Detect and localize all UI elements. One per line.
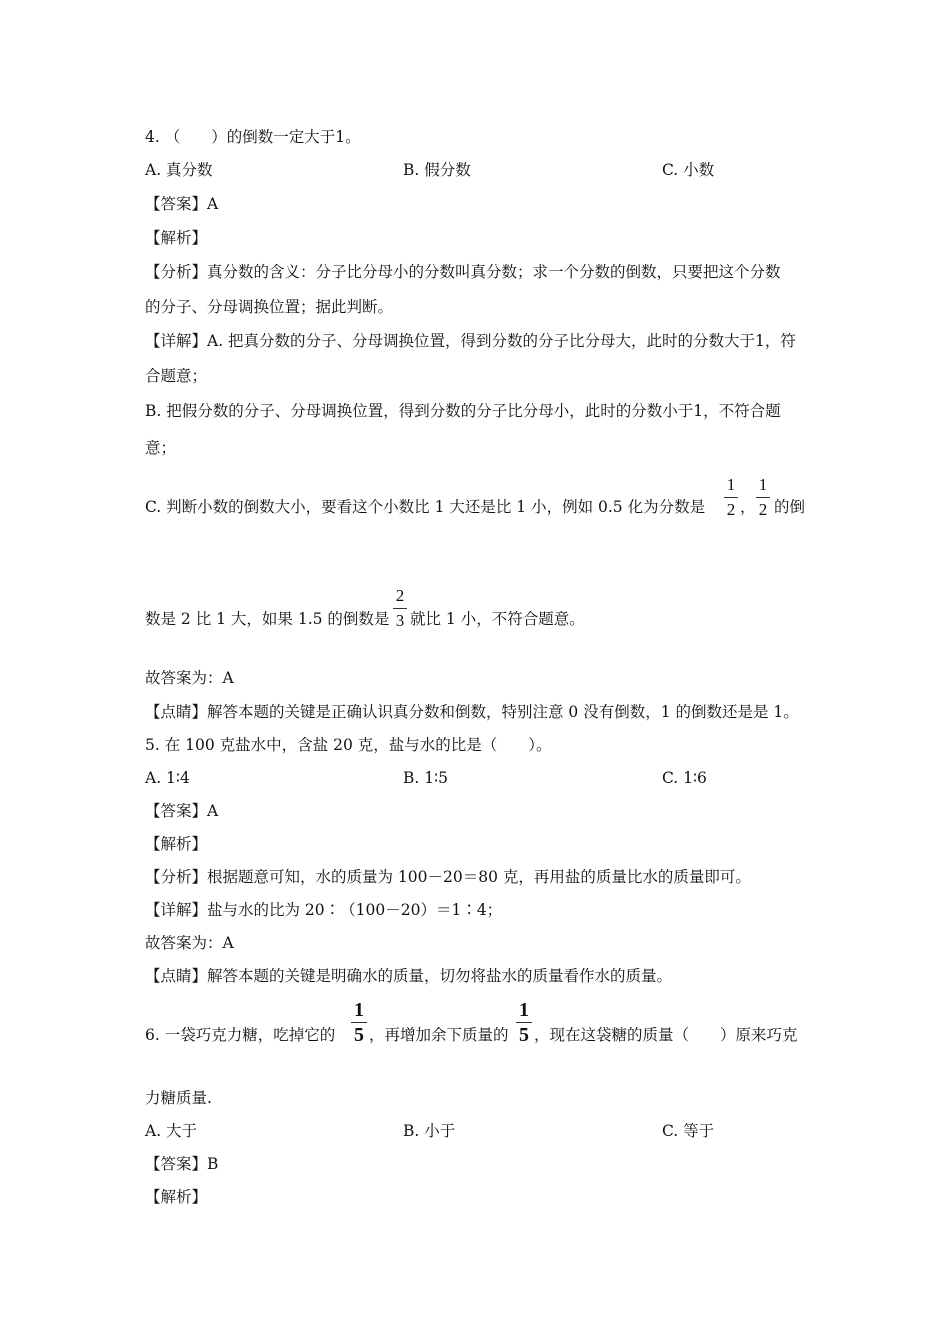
q6-stem-part-c: ，现在这袋糖的质量（ ）原来巧克 [534,1026,798,1044]
fraction-numerator: 1 [519,999,529,1021]
fraction-denominator: 5 [354,1024,364,1046]
q4-xiangjie-line-1: 【详解】A. 把真分数的分子、分母调换位置，得到分数的分子比分母大，此时的分数大于1，符 [145,332,796,350]
fraction-bar [516,1022,532,1023]
fraction-one-fifth-second [516,999,532,1046]
q6-stem-part-a: 6. 一袋巧克力糖，吃掉它的 [145,1026,336,1044]
q4-answer: 【答案】A [145,195,219,213]
q5-stem: 5. 在 100 克盐水中，含盐 20 克，盐与水的比是（ ）。 [145,736,552,754]
fraction-numerator: 1 [758,475,768,494]
fraction-one-half [724,474,738,521]
fraction-one-fifth [351,999,367,1046]
q4-xiangjie-line-5-text: C. 判断小数的倒数大小，要看这个小数比 1 大还是比 1 小，例如 0.5 化为分数是 [145,498,706,516]
q4-comma: ， [740,498,756,516]
q4-xiangjie-line-2: 合题意； [145,367,208,385]
fraction-numerator: 1 [354,999,364,1021]
q6-stem-part-b: ，再增加余下质量的 [369,1026,509,1044]
q4-option-a: A. 真分数 [145,161,213,179]
q5-fenxi: 【分析】根据题意可知，水的质量为 100－20＝80 克，再用盐的质量比水的质量即可。 [145,868,751,886]
q6-option-b: B. 小于 [403,1122,456,1140]
q4-fenxi-line-1: 【分析】真分数的含义：分子比分母小的分数叫真分数；求一个分数的倒数，只要把这个分数 [145,263,781,281]
q5-analysis-header: 【解析】 [145,835,208,853]
q4-xiangjie-line-6-tail: 就比 1 小，不符合题意。 [410,610,585,628]
fraction-denominator: 2 [758,500,768,519]
fraction-bar [351,1022,367,1023]
q5-dianjing: 【点睛】解答本题的关键是明确水的质量，切勿将盐水的质量看作水的质量。 [145,967,673,985]
q6-stem-line-2: 力糖质量. [145,1089,212,1107]
fraction-bar [724,497,738,498]
q6-option-a: A. 大于 [145,1122,198,1140]
q6-analysis-header: 【解析】 [145,1188,208,1206]
q4-analysis-header: 【解析】 [145,229,208,247]
q4-option-b: B. 假分数 [403,161,471,179]
q5-answer: 【答案】A [145,802,219,820]
q5-xiangjie: 【详解】盐与水的比为 20∶（100－20）＝1∶4； [145,901,503,919]
q4-fenxi-line-2: 的分子、分母调换位置；据此判断。 [145,298,394,316]
fraction-bar [393,608,407,609]
q4-xiangjie-line-3: B. 把假分数的分子、分母调换位置，得到分数的分子比分母小，此时的分数小于1，不符合题 [145,402,781,420]
q5-conclusion: 故答案为：A [145,934,234,952]
fraction-denominator: 5 [519,1024,529,1046]
fraction-denominator: 3 [395,611,405,630]
q4-conclusion: 故答案为：A [145,669,234,687]
q4-xiangjie-line-4: 意； [145,439,177,457]
fraction-bar [756,497,770,498]
q4-dianjing: 【点睛】解答本题的关键是正确认识真分数和倒数，特别注意 0 没有倒数，1 的倒数还是是 1。 [145,703,799,721]
fraction-one-half-second [756,474,770,521]
fraction-numerator: 1 [726,475,736,494]
fraction-numerator: 2 [395,586,405,605]
q4-stem: 4. （ ）的倒数一定大于1。 [145,128,361,146]
q5-option-c: C. 1∶6 [662,769,707,787]
fraction-two-thirds [393,585,407,632]
q4-xiangjie-line-6-text: 数是 2 比 1 大，如果 1.5 的倒数是 [145,610,390,628]
q5-option-a: A. 1∶4 [145,769,190,787]
fraction-denominator: 2 [726,500,736,519]
q5-option-b: B. 1∶5 [403,769,449,787]
q6-answer: 【答案】B [145,1155,219,1173]
q4-de-dao: 的倒 [774,498,806,516]
q4-option-c: C. 小数 [662,161,715,179]
q6-option-c: C. 等于 [662,1122,715,1140]
